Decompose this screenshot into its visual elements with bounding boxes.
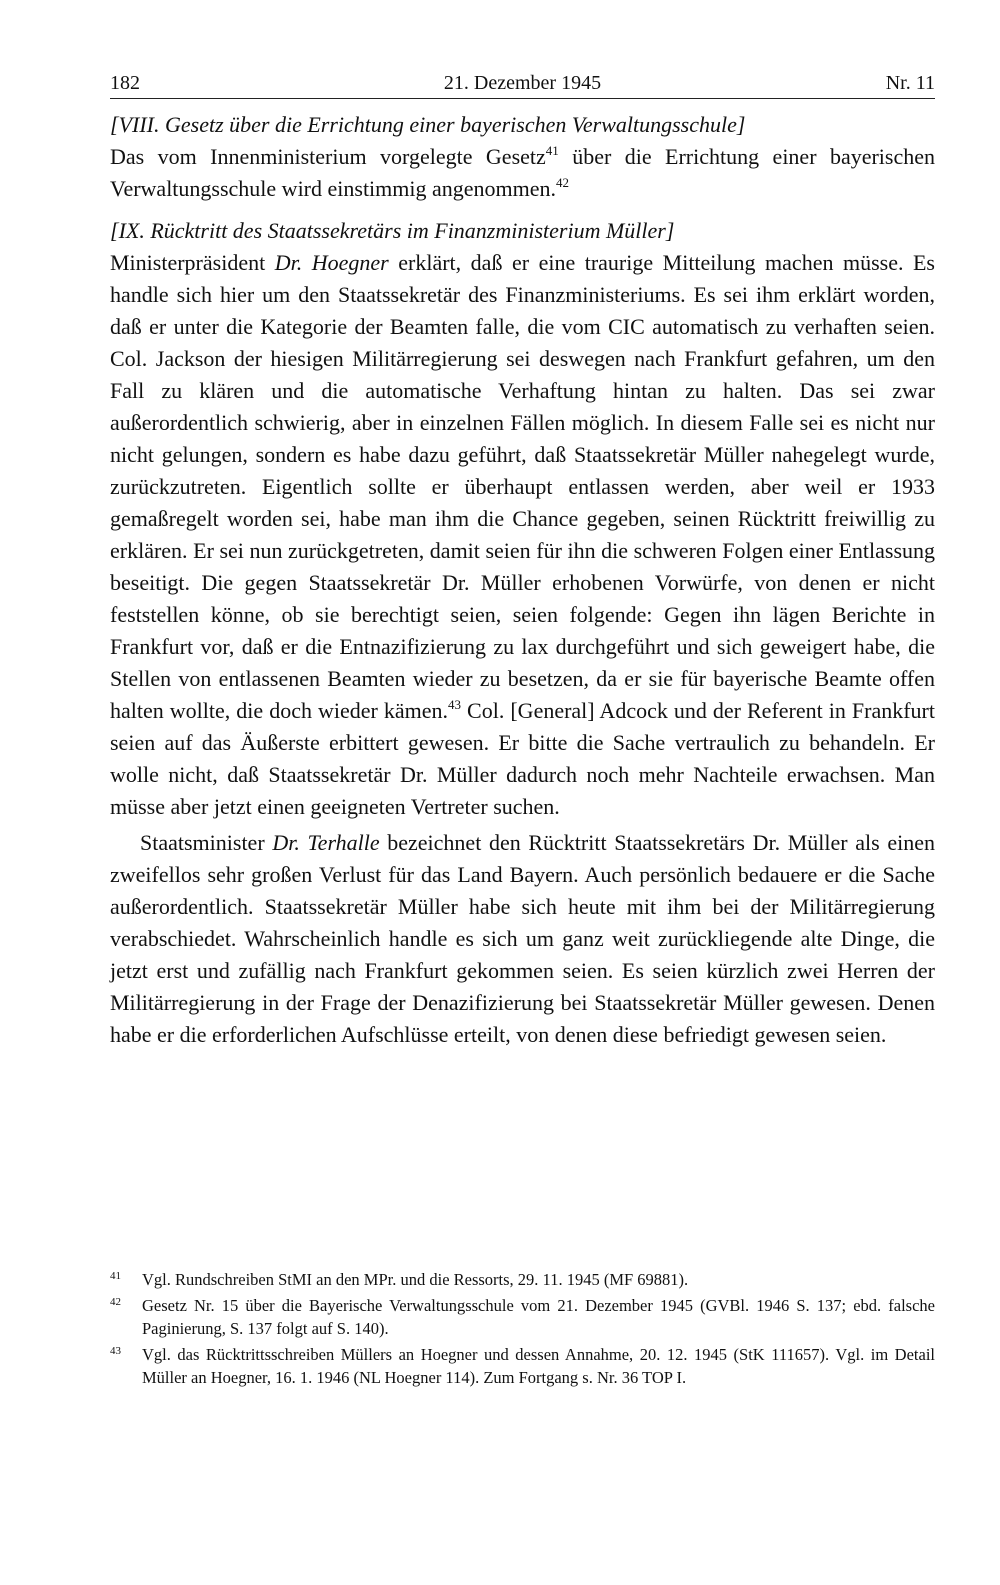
header-issue: Nr. 11: [885, 72, 935, 94]
paragraph-ix-hoegner: Ministerpräsident Dr. Hoegner erklärt, daß er eine traurige Mitteilung machen müsse. Es handle sich hier um den Staatssekretär des Finanzministeriums. Es sei ihm erklärt worden, daß er unter die Kategorie der Beamten falle, die vom CIC automatisch zu verhaften seien. Col. Jackson der hiesigen Militärregierung sei deswegen nach Frankfurt gefahren, um den Fall zu klären und die automatische Verhaftung hintan zu halten. Das sei zwar außerordentlich schwierig, aber in einzelnen Fällen möglich. In diesem Falle sei es nicht nur nicht gelungen, sondern es habe dazu geführt, daß Staatssekretär Müller nahegelegt wurde, zurückzutreten. Eigentlich sollte er überhaupt entlassen werden, aber weil er 1933 gemaßregelt worden sei, habe man ihm die Chance gegeben, seinen Rücktritt freiwillig zu erklären. Er sei nun zurückgetreten, damit seien für ihn die schweren Folgen einer Entlassung beseitigt. Die gegen Staatssekretär Dr. Müller erhobenen Vorwürfe, von denen er nicht feststellen könne, ob sie berechtigt seien, seien folgende: Gegen ihn lägen Berichte in Frankfurt vor, daß er die Entnazifizierung zu lax durchgeführt und sich geweigert habe, die Stellen von entlassenen Beamten wieder zu besetzen, da er sie für bayerische Beamte offen halten wollte, die doch wieder kämen.$^{43}$ Col. [General] Adcock und der Referent in Frankfurt seien auf das Äußerste erbittert gewesen. Er bitte die Sache vertraulich zu behandeln. Er wolle nicht, daß Staatssekretär Dr. Müller dadurch noch mehr Nachteile erwachsen. Man müsse aber jetzt einen geeigneten Vertreter suchen.: [110, 250, 935, 819]
footnote-41: 41 Vgl. Rundschreiben StMI an den MPr. und die Ressorts, 29. 11. 1945 (MF 69881).: [110, 1270, 689, 1289]
document-page: [110, 68, 935, 1051]
section-heading-viii: [VIII. Gesetz über die Errichtung einer bayerischen Verwaltungsschule]: [110, 112, 746, 137]
header-date: 21. Dezember 1945: [443, 72, 602, 94]
speaker-name: Dr. Terhalle: [272, 830, 380, 855]
paragraph-viii: Das vom Innenministerium vorgelegte Gesetz$^{41}$ über die Errichtung einer bayerischen Verwaltungsschule wird einstimmig angenommen.$^{42}$: [110, 143, 936, 201]
footnote-ref-42: 42: [556, 175, 570, 190]
main-text: [110, 109, 935, 1051]
speaker-name: Dr. Hoegner: [274, 250, 389, 275]
running-head: [110, 68, 935, 99]
footnote-ref-43: 43: [448, 697, 462, 712]
page-number: 182: [110, 72, 140, 94]
footnote-ref-41: 41: [545, 143, 559, 158]
footnote-42: 42 Gesetz Nr. 15 über die Bayerische Verwaltungsschule vom 21. Dezember 1945 (GVBl. 1946 S. 137; ebd. falsche Paginierung, S. 137 folgt auf S. 140).: [110, 1296, 935, 1338]
footnotes: [110, 1268, 935, 1392]
footnote-43: 43 Vgl. das Rücktrittsschreiben Müllers an Hoegner und dessen Annahme, 20. 12. 1945 (StK 111657). Vgl. im Detail Müller an Hoegner, 16. 1. 1946 (NL Hoegner 114). Zum Fortgang s. Nr. 36 TOP I.: [110, 1345, 935, 1387]
section-heading-ix: [IX. Rücktritt des Staatssekretärs im Finanzministerium Müller]: [110, 218, 675, 243]
paragraph-ix-terhalle: Staatsminister Dr. Terhalle bezeichnet den Rücktritt Staatssekretärs Dr. Müller als einen zweifellos sehr großen Verlust für das Land Bayern. Auch persönlich bedauere er die Sache außerordentlich. Staatssekretär Müller habe sich heute mit ihm bei der Militärregierung verabschiedet. Wahrscheinlich handle es sich um ganz weit zurückliegende alte Dinge, die jetzt erst und zufällig nach Frankfurt gekommen seien. Es seien kürzlich zwei Herren der Militärregierung in der Frage der Denazifizierung bei Staatssekretär Müller gewesen. Denen habe er die erforderlichen Aufschlüsse erteilt, von denen diese befriedigt gewesen seien.: [110, 830, 936, 1047]
